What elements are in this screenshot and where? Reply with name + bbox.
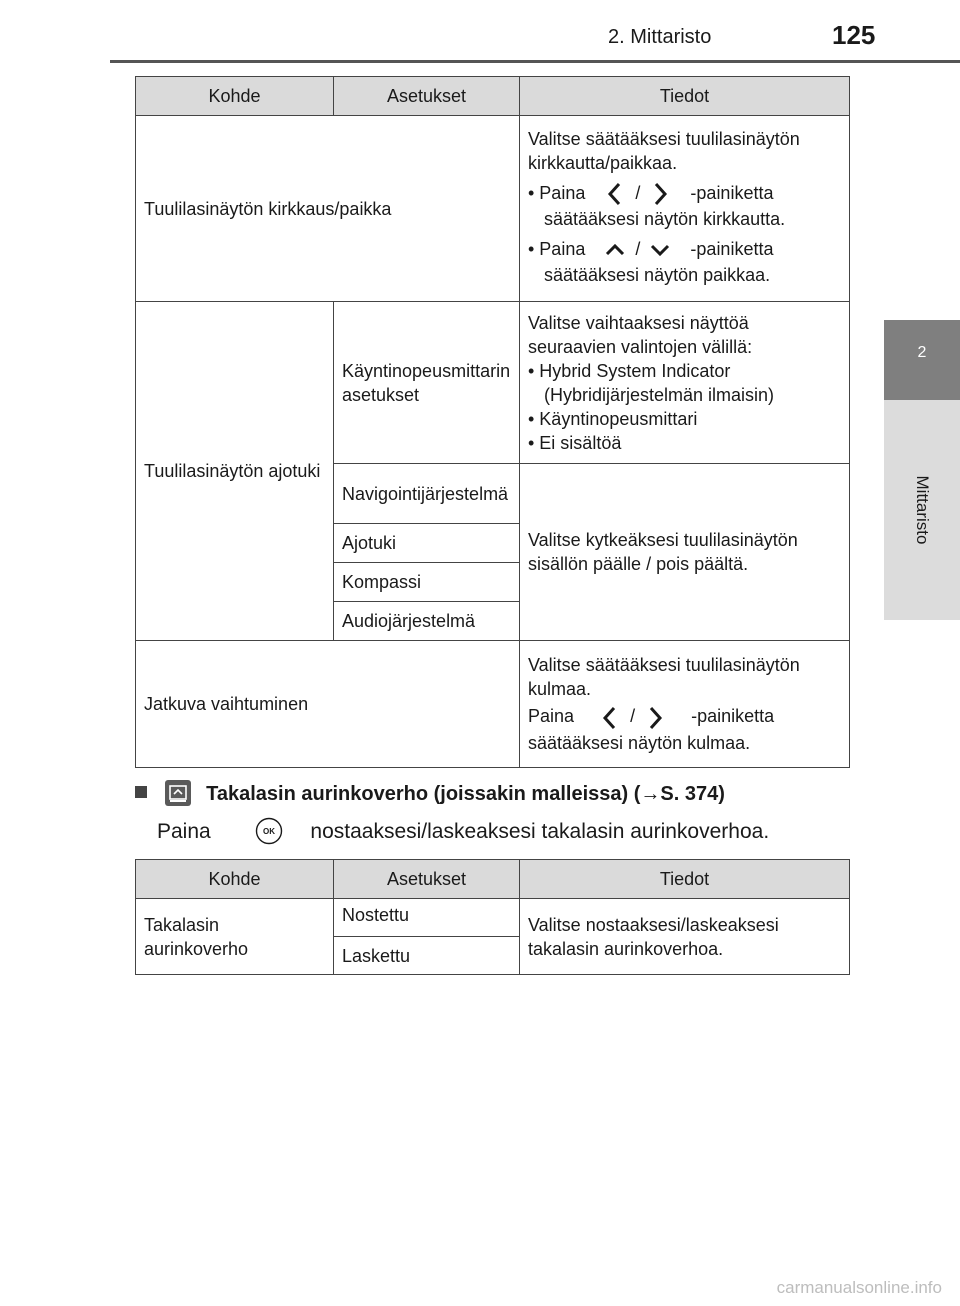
icon-separator: / xyxy=(635,182,641,203)
info-speedometer xyxy=(520,302,850,464)
table-row xyxy=(136,116,850,302)
setting-compass: Kompassi xyxy=(334,563,520,602)
setting-driving-support: Ajotuki xyxy=(334,524,520,563)
side-tab-label: Mittaristo xyxy=(913,475,932,545)
column-header-settings: Asetukset xyxy=(334,860,520,899)
setting-speedometer: Käyntinopeusmittarin asetukset xyxy=(334,302,520,464)
chevron-right-icon xyxy=(649,181,671,207)
info-text: -painiketta säätääksesi näytön kirkkautta. xyxy=(544,182,786,229)
option-item: • Hybrid System Indicator (Hybridijärjestelmän ilmaisin) xyxy=(528,360,775,405)
setting-audio: Audiojärjestelmä xyxy=(334,602,520,641)
option-item: • Käyntinopeusmittari xyxy=(528,408,698,429)
info-text: • Paina xyxy=(528,182,586,203)
column-header-info: Tiedot xyxy=(520,860,850,899)
icon-separator: / xyxy=(635,239,641,259)
info-text: Paina xyxy=(528,706,575,727)
setting-lowered: Laskettu xyxy=(334,937,520,975)
info-text: • Paina xyxy=(528,239,586,259)
section-heading-text: Takalasin aurinkoverho (joissakin malleissa) (→S. 374) xyxy=(206,783,725,805)
chevron-down-icon xyxy=(649,237,671,263)
item-rear-sunshade: Takalasin aurinkoverho xyxy=(136,899,334,975)
column-header-settings: Asetukset xyxy=(334,77,520,116)
info-continuous xyxy=(520,641,850,768)
rear-sunshade-screen-icon xyxy=(165,780,191,806)
setting-raised: Nostettu xyxy=(334,899,520,937)
square-bullet-icon xyxy=(135,786,147,798)
ok-button-icon xyxy=(255,817,283,845)
chevron-left-icon xyxy=(599,705,621,731)
settings-table-sunshade xyxy=(135,859,850,975)
header-divider xyxy=(110,60,960,63)
info-hud-brightness xyxy=(520,116,850,302)
intro-text: nostaaksesi/laskeaksesi takalasin aurinkoverhoa. xyxy=(310,820,770,843)
table-header-row xyxy=(136,77,850,116)
watermark: carmanualsonline.info xyxy=(776,1278,942,1297)
table-row xyxy=(136,641,850,768)
info-sunshade: Valitse nostaaksesi/laskeaksesi takalasin aurinkoverhoa. xyxy=(520,899,850,975)
ok-icon-label: OK xyxy=(262,827,275,836)
info-text: Valitse vaihtaaksesi näyttöä seuraavien valintojen välillä: xyxy=(528,312,753,357)
side-tab-number: 2 xyxy=(917,344,927,361)
table-row xyxy=(136,302,850,464)
info-bullet xyxy=(528,181,841,231)
item-hud-brightness: Tuulilasinäytön kirkkaus/paikka xyxy=(136,116,520,302)
chevron-right-icon xyxy=(644,705,666,731)
settings-table-hud xyxy=(135,76,850,768)
info-text: Valitse säätääksesi tuulilasinäytön kirkkautta/paikkaa. xyxy=(528,128,800,173)
info-text: -painiketta säätääksesi näytön paikkaa. xyxy=(544,239,774,286)
setting-navigation: Navigointijärjestelmä xyxy=(334,464,520,524)
column-header-item: Kohde xyxy=(136,77,334,116)
chevron-left-icon xyxy=(604,181,626,207)
section-title: 2. Mittaristo xyxy=(608,26,712,48)
intro-text: Paina xyxy=(157,820,211,843)
info-paragraph xyxy=(528,704,841,754)
icon-separator: / xyxy=(630,706,636,727)
info-text: Valitse säätääksesi tuulilasinäytön kulmaa. xyxy=(528,655,800,700)
info-bullet xyxy=(528,237,841,287)
section-intro xyxy=(157,817,769,845)
chevron-up-icon xyxy=(604,237,626,263)
table-row xyxy=(136,899,850,937)
column-header-item: Kohde xyxy=(136,860,334,899)
section-heading xyxy=(135,780,725,806)
item-continuous-switching: Jatkuva vaihtuminen xyxy=(136,641,520,768)
column-header-info: Tiedot xyxy=(520,77,850,116)
option-item: • Ei sisältöä xyxy=(528,432,622,453)
item-hud-driving-support: Tuulilasinäytön ajotuki xyxy=(136,302,334,641)
info-toggle-content: Valitse kytkeäksesi tuulilasinäytön sisällön päälle / pois päältä. xyxy=(520,464,850,641)
table-header-row xyxy=(136,860,850,899)
page-number: 125 xyxy=(832,20,876,50)
info-text: -painiketta säätääksesi näytön kulmaa. xyxy=(528,706,775,753)
